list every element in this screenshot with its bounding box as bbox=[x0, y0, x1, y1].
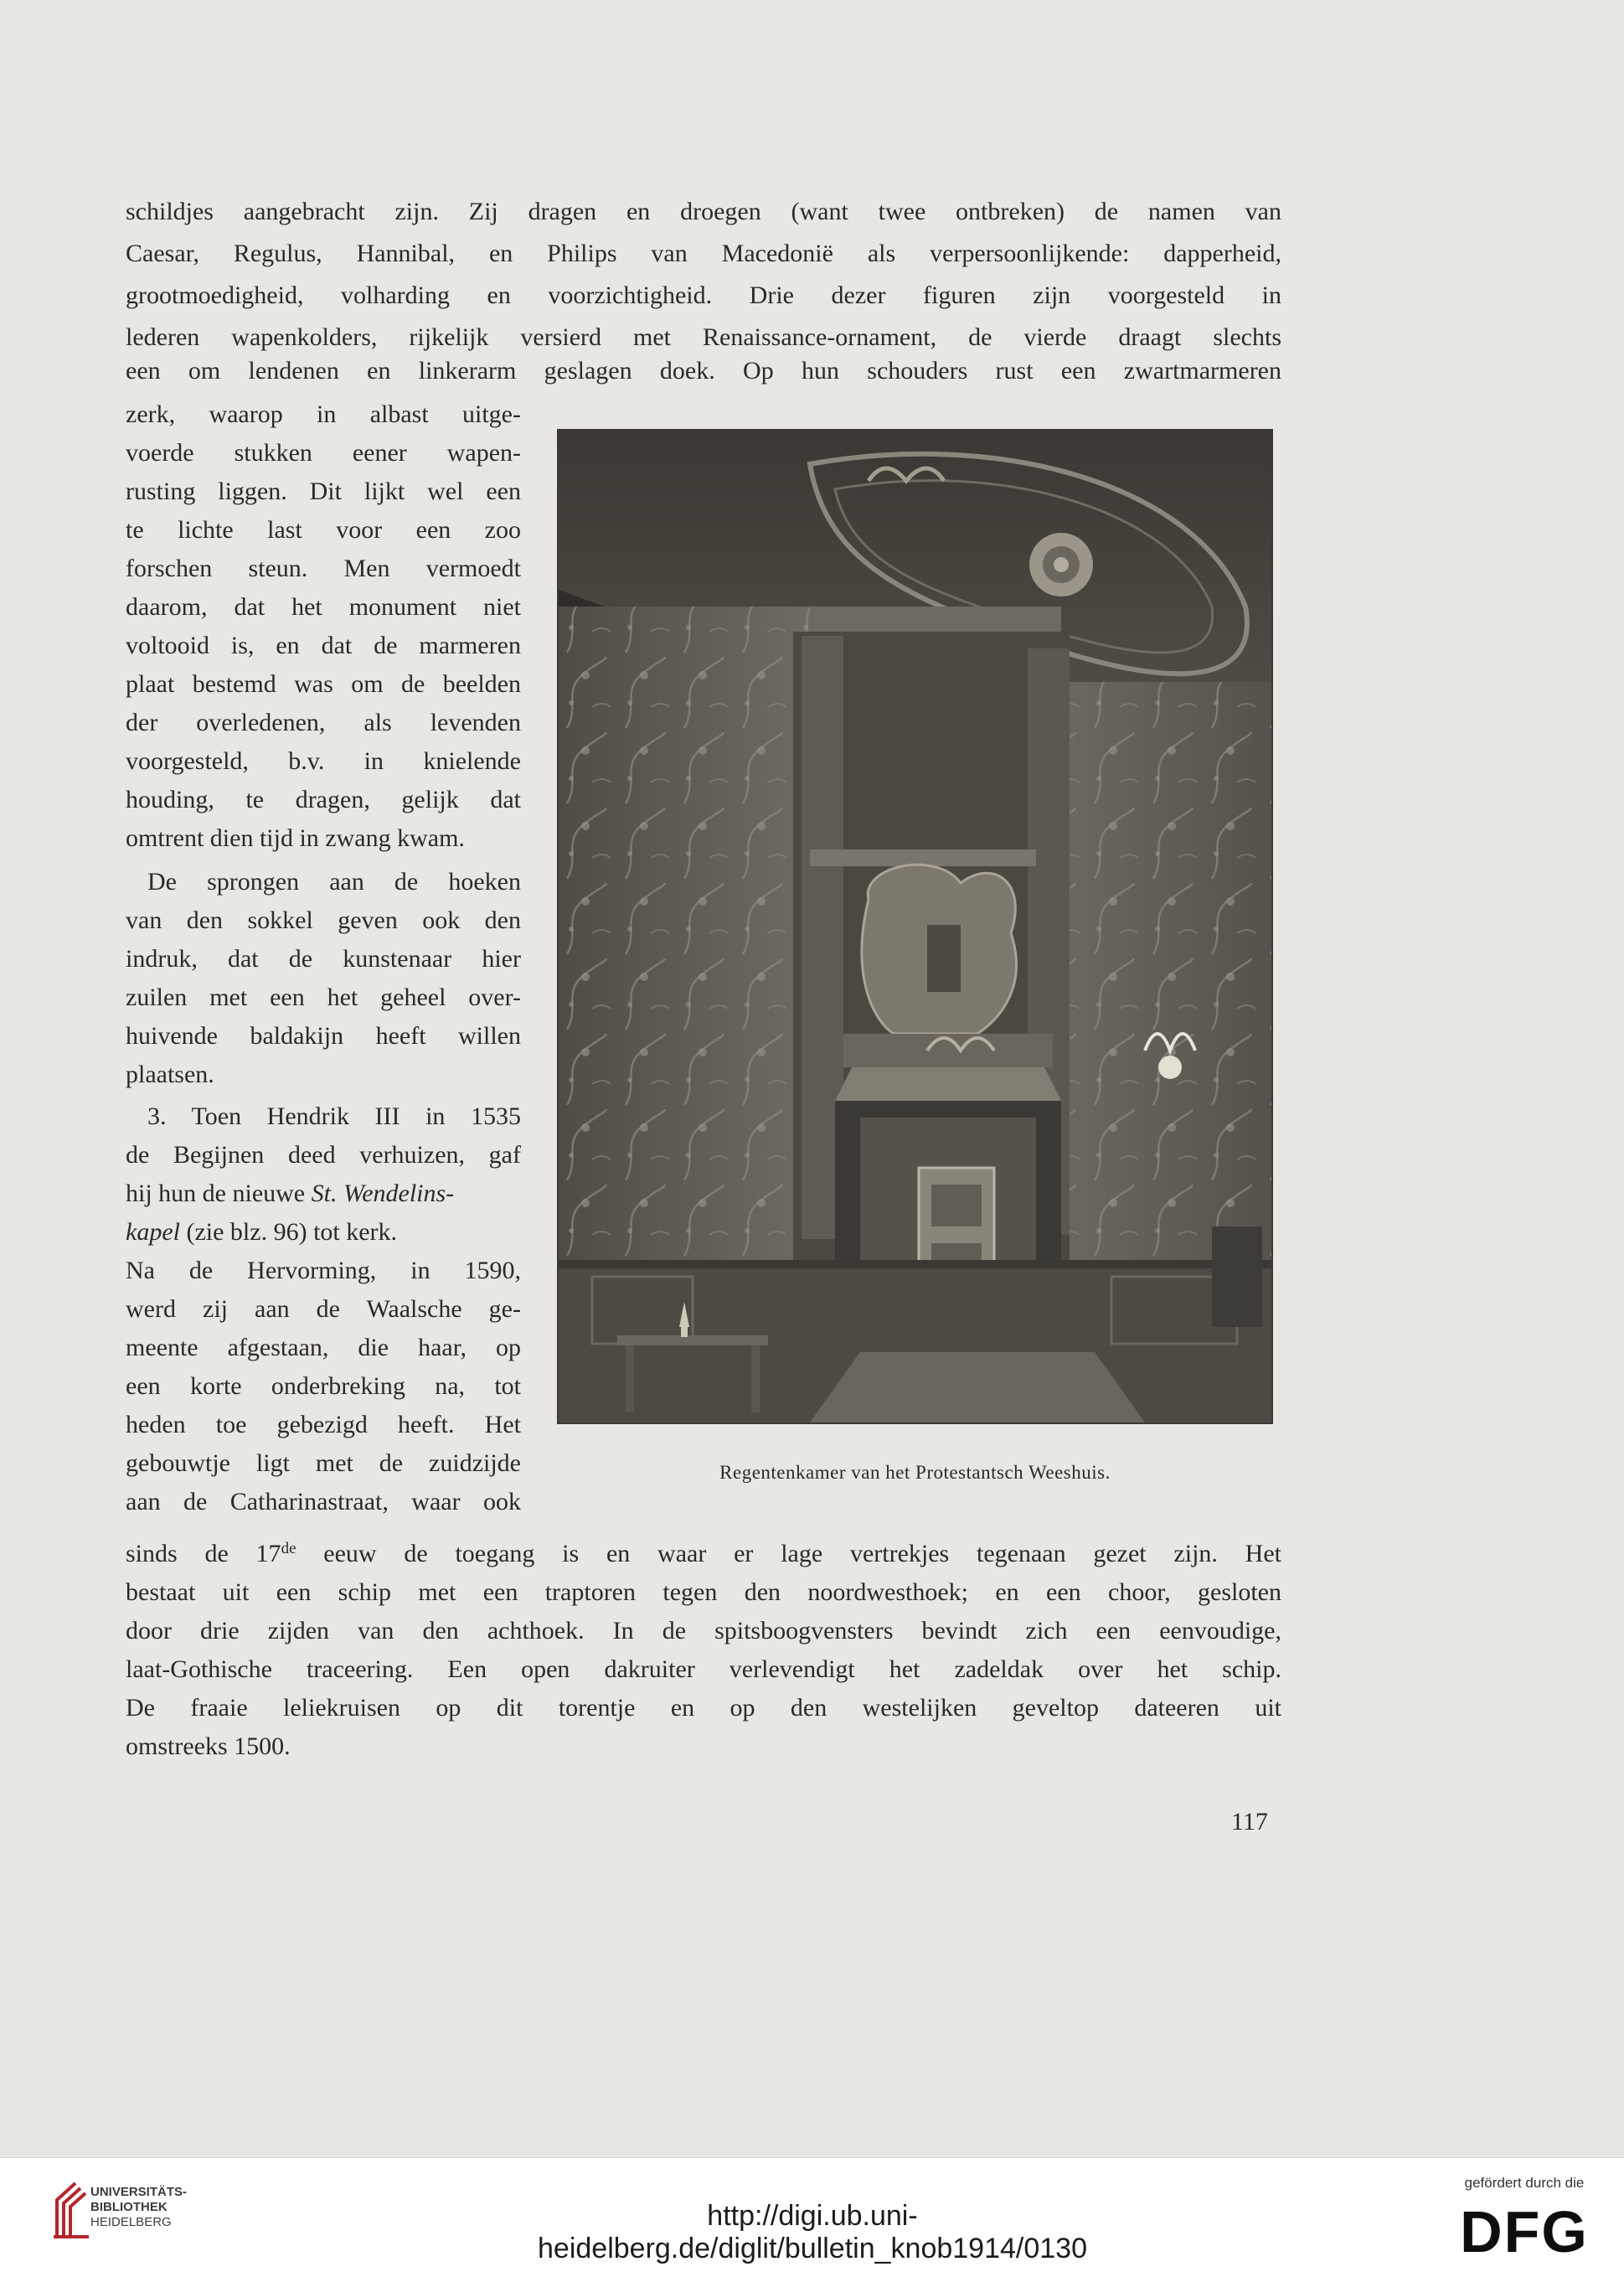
body-text-line: door drie zijden van den achthoek. In de spitsboogvensters bevindt zich een eenvoudige, bbox=[126, 1617, 1281, 1644]
column-text-line: De sprongen aan de hoeken bbox=[147, 868, 521, 896]
library-name-line: BIBLIOTHEK bbox=[90, 2200, 168, 2214]
body-text-line bbox=[126, 1535, 1281, 1573]
superscript: de bbox=[281, 1540, 296, 1557]
column-text-line: voorgesteld, b.v. in knielende bbox=[126, 747, 521, 775]
dfg-logo: DFG bbox=[1460, 2199, 1589, 2264]
page-number: 117 bbox=[1231, 1808, 1268, 1836]
body-text-line: grootmoedigheid, volharding en voorzichtigheid. Drie dezer figuren zijn voorgesteld in bbox=[126, 281, 1281, 309]
body-text-line: bestaat uit een schip met een traptoren tegen den noordwesthoek; en een choor, gesloten bbox=[126, 1578, 1281, 1606]
body-text-line: Caesar, Regulus, Hannibal, en Philips van Macedonië als verpersoonlijkende: dapperheid, bbox=[126, 240, 1281, 267]
column-text-line: indruk, dat de kunstenaar hier bbox=[126, 945, 521, 973]
column-text-line: te lichte last voor een zoo bbox=[126, 516, 521, 544]
column-text-line: huivende baldakijn heeft willen bbox=[126, 1022, 521, 1050]
column-text-line: plaat bestemd was om de beelden bbox=[126, 670, 521, 698]
column-text-line: werd zij aan de Waalsche ge- bbox=[126, 1295, 521, 1323]
column-text-line: plaatsen. bbox=[126, 1061, 214, 1088]
column-text-line: Na de Hervorming, in 1590, bbox=[126, 1257, 521, 1284]
body-text-line: laat-Gothische traceering. Een open dakruiter verlevendigt het zadeldak over het schip. bbox=[126, 1655, 1281, 1683]
interior-photo-image bbox=[559, 431, 1271, 1422]
body-text-line: lederen wapenkolders, rijkelijk versierd met Renaissance-ornament, de vierde draagt slechts bbox=[126, 323, 1281, 351]
column-text-line: zerk, waarop in albast uitge- bbox=[126, 400, 521, 428]
column-text-line: meente afgestaan, die haar, op bbox=[126, 1334, 521, 1361]
column-text-line: van den sokkel geven ook den bbox=[126, 906, 521, 934]
column-text-line: voltooid is, en dat de marmeren bbox=[126, 632, 521, 659]
column-text-line: voerde stukken eener wapen- bbox=[126, 439, 521, 467]
column-text-line: rusting liggen. Dit lijkt wel een bbox=[126, 478, 521, 505]
column-text-line bbox=[126, 1213, 521, 1252]
body-text-line: omstreeks 1500. bbox=[126, 1732, 291, 1760]
funded-by-label: gefördert durch die bbox=[1464, 2175, 1585, 2191]
library-name bbox=[90, 2185, 187, 2230]
column-text-line: zuilen met een het geheel over- bbox=[126, 984, 521, 1011]
column-text-line: daarom, dat het monument niet bbox=[126, 593, 521, 621]
body-text-line: De fraaie leliekruisen op dit torentje en op den westelijken geveltop dateeren uit bbox=[126, 1694, 1281, 1722]
digitization-footer bbox=[0, 2157, 1624, 2277]
italic-place-name-end: kapel bbox=[126, 1218, 180, 1246]
column-text-line bbox=[126, 1175, 521, 1213]
column-text-line: der overledenen, als levenden bbox=[126, 709, 521, 736]
library-name-line: UNIVERSITÄTS- bbox=[90, 2185, 188, 2199]
body-text-line: een om lendenen en linkerarm geslagen doek. Op hun schouders rust een zwartmarmeren bbox=[126, 357, 1281, 385]
column-text-line: gebouwtje ligt met de zuidzijde bbox=[126, 1449, 521, 1477]
column-text-line: heden toe gebezigd heeft. Het bbox=[126, 1411, 521, 1438]
library-name-line: HEIDELBERG bbox=[90, 2215, 172, 2229]
italic-place-name: St. Wendelins- bbox=[311, 1180, 455, 1207]
column-text-line: houding, te dragen, gelijk dat bbox=[126, 786, 521, 813]
column-text-line: de Begijnen deed verhuizen, gaf bbox=[126, 1141, 521, 1169]
column-text-line: 3. Toen Hendrik III in 1535 bbox=[147, 1102, 521, 1130]
regentenkamer-photograph bbox=[557, 429, 1273, 1424]
column-text-line: omtrent dien tijd in zwang kwam. bbox=[126, 824, 465, 852]
text-fragment: eeuw de toegang is en waar er lage vertrekjes tegenaan gezet zijn. Het bbox=[296, 1540, 1281, 1567]
body-text-line: schildjes aangebracht zijn. Zij dragen en droegen (want twee ontbreken) de namen van bbox=[126, 198, 1281, 225]
column-text-line: een korte onderbreking na, tot bbox=[126, 1372, 521, 1400]
figure-caption: Regentenkamer van het Protestantsch Weeshuis. bbox=[719, 1462, 1111, 1483]
column-text-line: aan de Catharinastraat, waar ook bbox=[126, 1488, 521, 1515]
permalink-url[interactable]: http://digi.ub.uni-heidelberg.de/diglit/bulletin_knob1914/0130 bbox=[538, 2200, 1087, 2264]
text-fragment: (zie blz. 96) tot kerk. bbox=[179, 1218, 398, 1246]
column-text-line: forschen steun. Men vermoedt bbox=[126, 555, 521, 582]
text-fragment: hij hun de nieuwe bbox=[126, 1180, 312, 1207]
text-fragment: sinds de 17 bbox=[126, 1540, 281, 1567]
